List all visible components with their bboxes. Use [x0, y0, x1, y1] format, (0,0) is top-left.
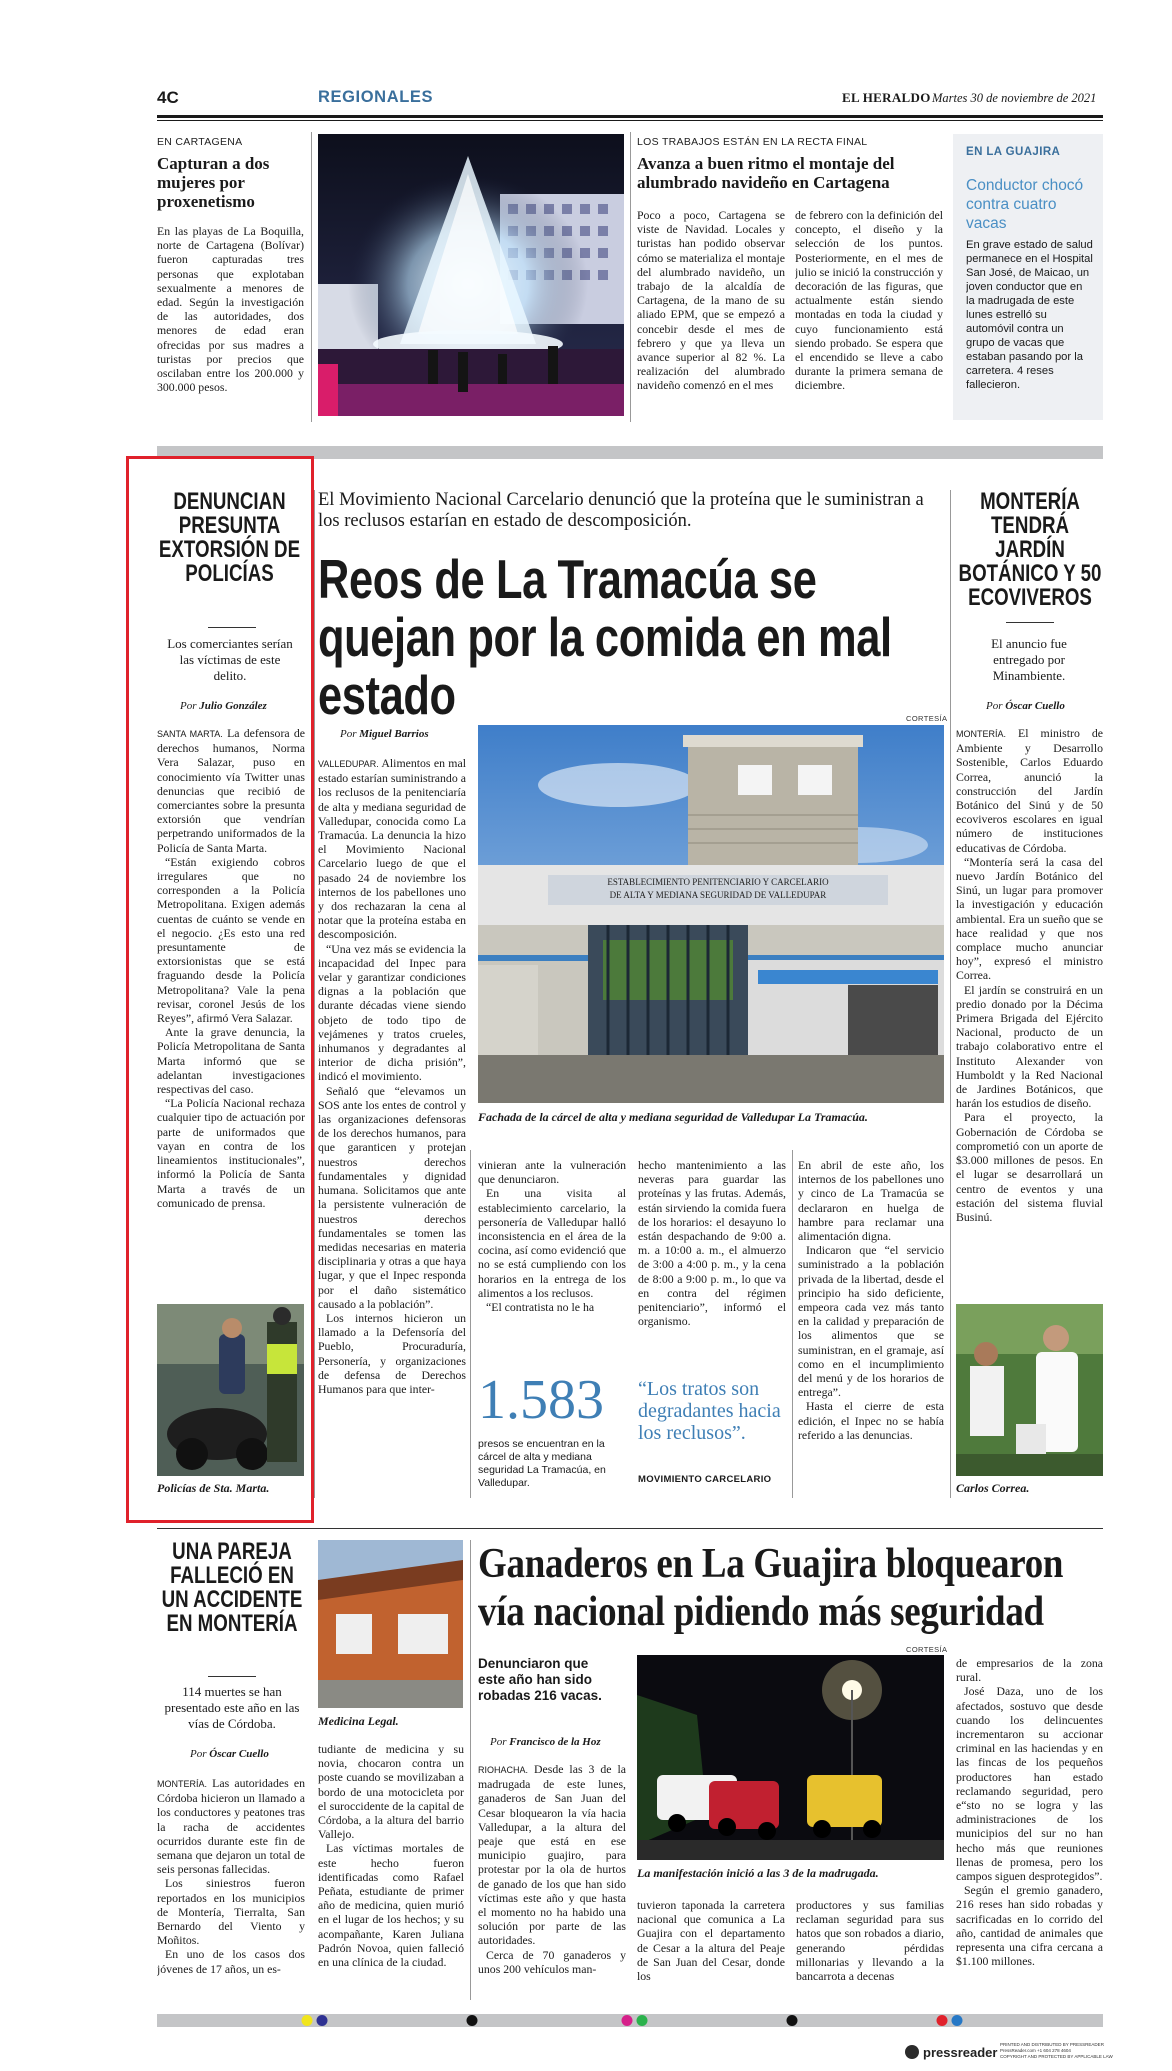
photo-credit: CORTESÍA: [906, 714, 948, 723]
byline: Por Miguel Barrios: [340, 728, 429, 740]
issue-date: Martes 30 de noviembre de 2021: [932, 91, 1097, 105]
byline: Por Óscar Cuello: [190, 1748, 269, 1760]
article-body: VALLEDUPAR. Alimentos en mal estado estarían suministrando a los reclusos de la penitenciaría de alta y mediana seguridad de Valledupar, conocida como La Tramacúa. La denuncia la hizo el Movimiento Nacional Carcelario luego de que el pasado 24 de noviembre los internos de los pabellones uno y dos rechazaran la cena al notar que la proteína estaba en descomposición. “Una vez más se evidencia la incapacidad del Inpec para velar y garantizar condiciones dignas a la población que durante décadas viene siendo objeto de todo tipo de vejámenes y tratos crueles, inhumanos y degradantes al interior de dicha prisión”, indicó el movimiento. Señaló que “elevamos un SOS ante los entes de control y las organizaciones defensoras de los derechos humanos, para que garanticen y protejan nuestros derechos fundamentales y dignidad humana. Solicitamos que ante la persistente vulneración de nuestros derechos fundamentales se tomen las medidas necesarias en materia disciplinaria y otras a que haya lugar, y que el Inpec responda por el daño sistemático causado a la población”. Los internos hicieron un llamado a la Defensoría del Pueblo, Procuraduría, Personería, y organizaciones de defensa de Derechos Humanos para que inter-: [318, 756, 466, 1396]
photo-caption: Carlos Correa.: [956, 1481, 1030, 1495]
dek: El anuncio fue entregado por Minambiente.: [991, 636, 1067, 683]
headline: MONTERÍA TENDRÁ JARDÍN BOTÁNICO Y 50 ECOVIVEROS: [958, 488, 1102, 611]
christmas-lights-photo: [318, 134, 624, 416]
prison-sign-line1: ESTABLECIMIENTO PENITENCIARIO Y CARCELARIO: [607, 877, 829, 887]
stat-text: presos se encuentran en la cárcel de alta y mediana seguridad La Tramacúa, en Valledupar.: [478, 1438, 606, 1489]
article-body: tuvieron taponada la carretera nacional que comunica a La Guajira con el departamento de Cesar a la altura del Peaje de San Juan del Cesar, donde los: [637, 1898, 785, 1984]
kicker: EN LA GUAJIRA: [966, 146, 1061, 158]
article-body: En abril de este año, los internos de los pabellones uno y cinco de La Tramacúa se declararon en huelga de hambre para reclamar una alimentación digna. Indicaron que “el servicio suministrado a la población privada de la libertad, desde el principio ha sido deficiente, empeora cada vez más tanto en la calidad y preparación de los alimentos que se suministran, en el gramaje, así como en el incumplimiento del menú y de los horarios de entrega”. Hasta el cierre de esta edición, el Inpec no se había referido a las denuncias.: [798, 1158, 944, 1442]
kicker: LOS TRABAJOS ESTÁN EN LA RECTA FINAL: [637, 136, 868, 148]
stat-number: 1.583: [478, 1369, 604, 1431]
dek: 114 muertes se han presentado este año en las vías de Córdoba.: [164, 1684, 300, 1731]
protest-photo: [637, 1655, 944, 1860]
photo-caption: La manifestación inició a las 3 de la madrugada.: [637, 1866, 879, 1880]
byline: Por Óscar Cuello: [986, 700, 1065, 712]
dek: El Movimiento Nacional Carcelario denunció que la proteína que le suministran a los reclusos estarían en estado de descomposición.: [318, 490, 924, 531]
headline: DENUNCIAN PRESUNTA EXTORSIÓN DE POLICÍAS: [158, 488, 301, 587]
prison-photo: [478, 725, 944, 1103]
dek: Denunciaron que este año han sido robadas 216 vacas.: [478, 1656, 602, 1703]
headline-rule: [208, 627, 256, 628]
column-rule: [470, 1540, 471, 2000]
article-body: En grave estado de salud permanece en el Hospital San José, de Maicao, un joven conductor que en la madrugada de este lunes estrelló su automóvil contra un grupo de vacas que estaban pasando por la carretera. 4 reses fallecieron.: [966, 239, 1093, 391]
pressreader-notice: PRINTED AND DISTRIBUTED BY PRESSREADER PressReader.com +1 604 278 4604 COPYRIGHT AND PROTECTED BY APPLICABLE LAW: [1000, 2042, 1113, 2059]
article-body: de febrero con la definición del concepto, el diseño y la selección de los puntos. Posteriormente, en el mes de julio se inició la construcción y decoración de las figuras, que actualmente están siendo montadas en toda la ciudad y cuyo funcionamiento está siendo probado. Se espera que el encendido se lleve a cabo durante la primera semana de diciembre.: [795, 208, 943, 393]
article-body: hecho mantenimiento a las neveras para guardar las proteínas y las frutas. Además, están sirviendo la comida fuera de los horarios: el desayuno lo están despachando de 9:00 a. m. a 10:00 a. m., el almuerzo de 3:00 a 4:00 p. m., y la cena de 8:00 a 9:00 p. m., lo que va en contra del régimen penitenciario”, informó el organismo.: [638, 1158, 786, 1329]
registration-marks: [157, 2014, 1103, 2027]
pressreader-logo[interactable]: pressreader: [905, 2042, 997, 2062]
article-body: MONTERÍA. El ministro de Ambiente y Desarrollo Sostenible, Carlos Eduardo Correa, anunció la construcción del Jardín Botánico del Sinú y de 50 ecoviveros escolares en igual número de instituciones educativas de Córdoba. “Montería será la casa del nuevo Jardín Botánico del Sinú, un lugar para promover la investigación y educación ambiental. Era un sueño que se hace realidad y que nos complace mucho anunciar hoy”, expresó el ministro Correa. El jardín se construirá en un predio donado por la Décima Primera Brigada del Ejército Nacional, producto de un trabajo colaborativo entre el Instituto Alexander von Humboldt y la Red Nacional de Jardines Botánicos, que harán los estudios de diseño. Para el proyecto, la Gobernación de Córdoba se comprometió con un aporte de $3.000 millones de pesos. En el lugar se desarrollará un centro de eventos y una estación del sistema fluvial Businú.: [956, 726, 1103, 1224]
headline-rule: [208, 1676, 256, 1677]
article-body: En las playas de La Boquilla, norte de Cartagena (Bolívar) fueron capturadas tres personas que explotaban sexualmente a menores de edad. Según la investigación de las autoridades, dos menores de edad eran ofrecidas por sus madres a turistas por precios que oscilaban entre los 200.000 y 300.000 pesos.: [157, 224, 304, 395]
headline: Capturan a dos mujeres por proxenetismo: [157, 154, 270, 211]
headline: Reos de La Tramacúa se quejan por la comida en mal estado: [318, 548, 892, 726]
photo-credit: CORTESÍA: [906, 1645, 948, 1654]
byline: Por Francisco de la Hoz: [490, 1736, 601, 1748]
pressreader-icon: [905, 2045, 919, 2059]
headline: Ganaderos en La Guajira bloquearon vía nacional pidiendo más seguridad: [478, 1541, 1064, 1635]
headline: Conductor chocó contra cuatro vacas: [966, 177, 1084, 232]
prison-sign-line2: DE ALTA Y MEDIANA SEGURIDAD DE VALLEDUPAR: [609, 890, 827, 900]
photo-caption: Policías de Sta. Marta.: [157, 1481, 270, 1495]
column-rule: [314, 490, 315, 1498]
masthead: EL HERALDO: [842, 90, 931, 105]
article-body: de empresarios de la zona rural. José Daza, uno de los afectados, sostuvo que desde cuando los delincuentes incrementaron su accionar criminal en las haciendas y en las fincas de los pequeños productores han estado reclamando seguridad, pero e“sto no se logra y las administraciones de los municipios del sur no han hecho más que reuniones llenas de promesa, pero los campos siguen desprotegidos”. Según el gremio ganadero, 216 reses han sido robadas y sacrificadas en lo corrido del año, cantidad de animales que representa una cifra cercana a $1.100 millones.: [956, 1656, 1103, 1969]
article-body: SANTA MARTA. La defensora de derechos humanos, Norma Vera Salazar, puso en conocimiento vía Twitter unas denuncias que recibió de comerciantes sobre la presunta extorsión que vendrían perpetrando uniformados de la Policía de Santa Marta. “Están exigiendo cobros irregulares que no corresponden a la Policía Metropolitana. Exigen además cuentas de cuánto se vende en el negocio. ¿Es esto una red presuntamente de extorsionistas que se está fraguando desde la Policía Metropolitana? Vale la pena revisar, coronel Jesús de los Reyes”, afirmó Vera Salazar. Ante la grave denuncia, la Policía Metropolitana de Santa Marta informó que se adelantan investigaciones respectivas del caso. “La Policía Nacional rechaza cualquier tipo de actuación por parte de uniformados que vayan en contra de los lineamientos institucionales”, informó la Policía de Santa Marta a través de un comunicado de prensa.: [157, 726, 305, 1210]
pull-quote: “Los tratos son degradantes hacia los reclusos”.: [638, 1378, 781, 1444]
quote-source: MOVIMIENTO CARCELARIO: [638, 1474, 772, 1485]
column-rule: [311, 132, 312, 422]
article-body: Poco a poco, Cartagena se viste de Navidad. Locales y turistas han podido observar cómo se materializa el montaje del alumbrado navideño, un trabajo de la alcaldía de Cartagena, de la mano de su aliado EPM, que se empezó a concebir desde el mes de febrero y que ya lleva un avance superior al 82 %. La realización del alumbrado navideño comenzó en el mes: [637, 208, 785, 393]
article-body: RIOHACHA. Desde las 3 de la madrugada de este lunes, ganaderos de San Juan del Cesar bloquearon la vía hacia Valledupar, a la altura del peaje que está en ese municipio guajiro, para protestar por la ola de hurtos de ganado de los que han sido víctimas este año y que hasta el momento no ha habido una solución por parte de las autoridades. Cerca de 70 ganaderos y unos 200 vehículos man-: [478, 1762, 626, 1976]
building-photo: [318, 1540, 463, 1708]
minister-photo: [956, 1304, 1103, 1476]
article-body: productores y sus familias reclaman seguridad para sus hatos que son robados a diario, generando pérdidas millonarias y llevando a la bancarrota a decenas: [796, 1898, 944, 1984]
section-title: REGIONALES: [318, 88, 434, 106]
article-body: MONTERÍA. Las autoridades en Córdoba hicieron un llamado a los conductores y peatones tras la racha de accidentes ocurridos durante este fin de semana que dejaron un total de seis personas fallecidas. Los siniestros fueron reportados en los municipios de Montería, Tierralta, San Bernardo del Viento y Moñitos. En uno de los casos dos jóvenes de 17 años, un es-: [157, 1776, 305, 1976]
article-body: tudiante de medicina y su novia, chocaron contra un poste cuando se movilizaban a bordo de una motocicleta por el suroccidente de la capital de Córdoba, a la altura del barrio Vallejo. Las víctimas mortales de este hecho fueron identificadas como Rafael Peñata, estudiante de primer año de medicina, quien murió en el lugar de los hechos; y su acompañante, Karen Juliana Padrón Novoa, quien falleció en una clínica de la ciudad.: [318, 1742, 464, 1970]
headline: UNA PAREJA FALLECIÓ EN UN ACCIDENTE EN MONTERÍA: [161, 1538, 303, 1637]
column-rule: [470, 1150, 471, 1498]
article-body: vinieran ante la vulneración que denunciaron. En una visita al establecimiento carcelario, la personería de Valledupar halló inconsistencia en el área de la cocina, así como evidenció que no se está cumpliendo con los horarios en la entrega de los alimentos a los reclusos. “El contratista no le ha: [478, 1158, 626, 1315]
column-rule: [630, 132, 631, 422]
police-photo: [157, 1304, 304, 1476]
photo-caption: Medicina Legal.: [318, 1714, 399, 1728]
page-number: 4C: [157, 88, 179, 107]
column-rule: [950, 490, 951, 1498]
header-rule: [157, 115, 1103, 118]
dek: Los comerciantes serían las víctimas de este delito.: [167, 636, 293, 683]
header-rule-thin: [157, 120, 1103, 121]
byline: Por Julio González: [180, 700, 267, 712]
column-rule: [792, 1150, 793, 1498]
headline-rule: [1006, 622, 1054, 623]
photo-caption: Fachada de la cárcel de alta y mediana seguridad de Valledupar La Tramacúa.: [478, 1110, 868, 1124]
headline: Avanza a buen ritmo el montaje del alumbrado navideño en Cartagena: [637, 154, 895, 192]
kicker: EN CARTAGENA: [157, 136, 243, 148]
section-rule: [157, 1528, 1103, 1529]
